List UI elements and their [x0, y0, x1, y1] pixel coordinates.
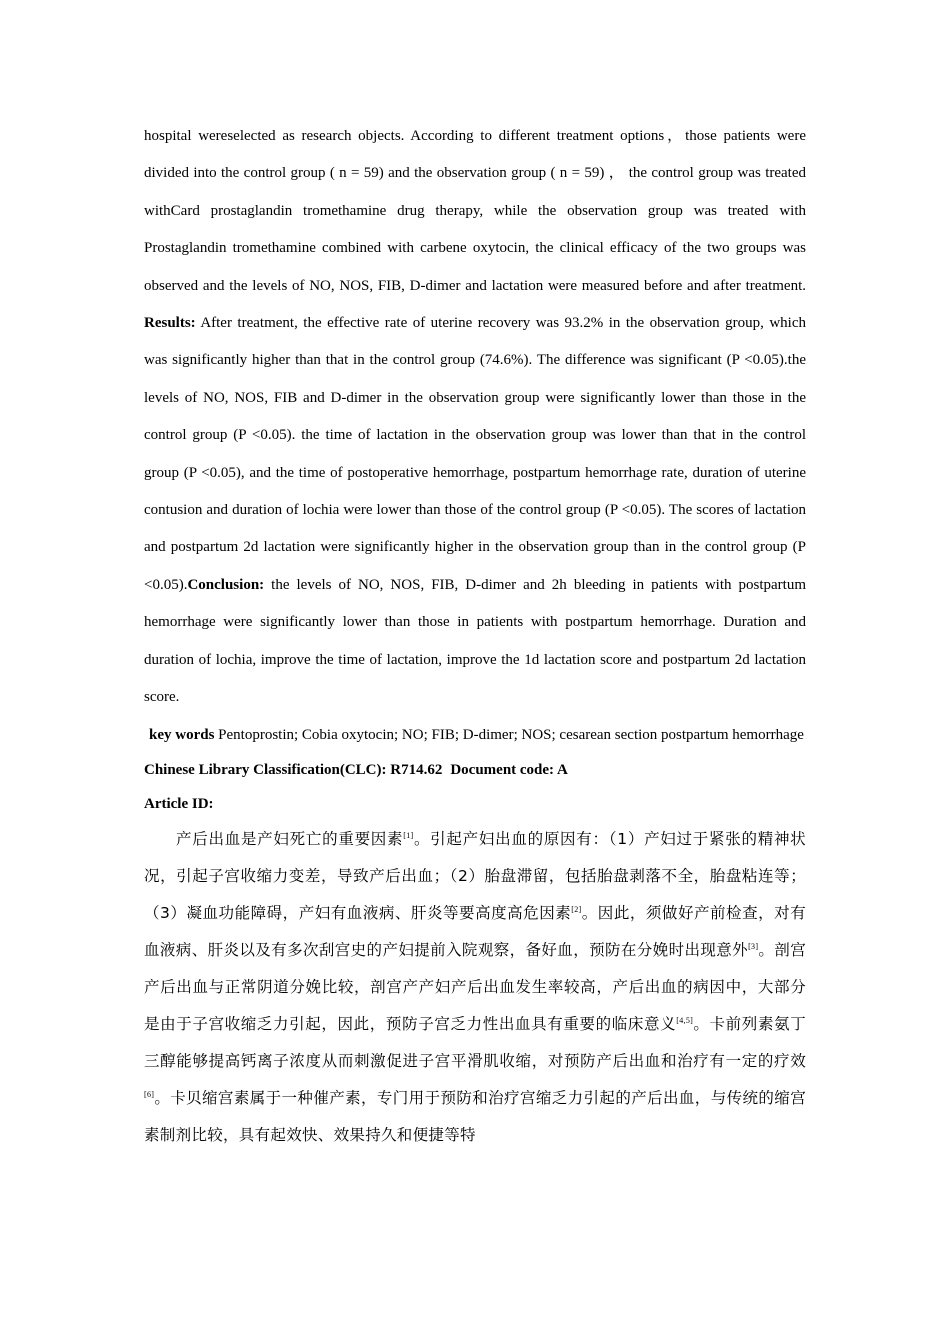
article-id-line — [144, 787, 806, 821]
body-sentence: 。卡前列素氨丁三醇能够提高钙离子浓度从而刺激促进子宫平滑肌收缩，对预防产后出血和治疗有一定的疗效 — [144, 1014, 806, 1071]
body-sentence: 。卡贝缩宫素属于一种催产素，专门用于预防和治疗宫缩乏力引起的产后出血，与传统的缩宫素制剂比较，具有起效快、效果持久和便捷等特 — [144, 1089, 806, 1145]
results-text: After treatment, the effective rate of uterine recovery was 93.2% in the observation group, which was significantly higher than that in the control group (74.6%). The difference was significant (P <0.05).the levels of NO, NOS, FIB and D-dimer in the observation group were significantly lower than those in the control group (P <0.05). the time of lactation in the observation group was lower than that in the control group (P <0.05), and the time of postoperative hemorrhage, postpartum hemorrhage rate, duration of uterine contusion and duration of lochia were lower than those of the control group (P <0.05). The scores of lactation and postpartum 2d lactation were significantly higher in the observation group than in the control group (P <0.05). — [144, 315, 806, 593]
classification-line — [144, 753, 806, 787]
citation-ref[interactable]: [6] — [144, 1090, 155, 1099]
body-sentence: 产后出血是产妇死亡的重要因素 — [176, 829, 404, 848]
paper-page — [144, 118, 806, 1154]
body-sentence: 。剖宫产后出血与正常阴道分娩比较，剖宫产产妇产后出血发生率较高，产后出血的病因中，大部分是由于子宫收缩乏力引起，因此，预防子宫乏力性出血具有重要的临床意义 — [144, 940, 807, 1033]
clc-code: Chinese Library Classification(CLC): R714.62 — [144, 761, 443, 778]
citation-ref[interactable]: [1] — [403, 830, 414, 840]
document-code: Document code: A — [450, 761, 568, 778]
results-label: Results: — [144, 315, 196, 332]
conclusion-text: the levels of NO, NOS, FIB, D-dimer and 2h bleeding in patients with postpartum hemorrhage were significantly lower than those in patients with postpartum hemorrhage. Duration and duration of lochia, improve the time of lactation, improve the 1d lactation score and postpartum 2d lactation score. — [144, 576, 806, 706]
citation-ref[interactable]: [3] — [748, 941, 759, 951]
article-id-label: Article ID: — [144, 795, 214, 812]
keywords-block — [144, 717, 806, 753]
body-paragraph — [144, 821, 806, 1155]
body-sentence: 。引起产妇出血的原因有：（1）产妇过于紧张的精神状况，引起子宫收缩力变差，导致产后出血；（2）胎盘滞留，包括胎盘剥落不全，胎盘粘连等；（3）凝血功能障碍，产妇有血液病、肝炎等要高度高危因素 — [144, 829, 806, 922]
keywords-label: key words — [149, 726, 215, 743]
keywords-text: Pentoprostin; Cobia oxytocin; NO; FIB; D-dimer; NOS; cesarean section postpartum hemorrhage — [214, 726, 804, 743]
abstract-paragraph — [144, 118, 806, 717]
citation-ref[interactable]: [4,5] — [676, 1015, 694, 1025]
citation-ref[interactable]: [2] — [571, 904, 582, 914]
body-sentence: 。因此，须做好产前检查，对有血液病、肝炎以及有多次刮宫史的产妇提前入院观察，备好血，预防在分娩时出现意外 — [144, 903, 806, 959]
abstract-methods-text: hospital wereselected as research objects. According to different treatment options，those patients were divided into the control group ( n = 59) and the observation group ( n = 59) ， the control group was treated withCard prostaglandin tromethamine drug therapy, while the observation group was treated with Prostaglandin tromethamine combined with carbene oxytocin, the clinical efficacy of the two groups was observed and the levels of NO, NOS, FIB, D-dimer and lactation were measured before and after treatment. — [144, 128, 806, 294]
conclusion-label: Conclusion: — [187, 576, 265, 593]
